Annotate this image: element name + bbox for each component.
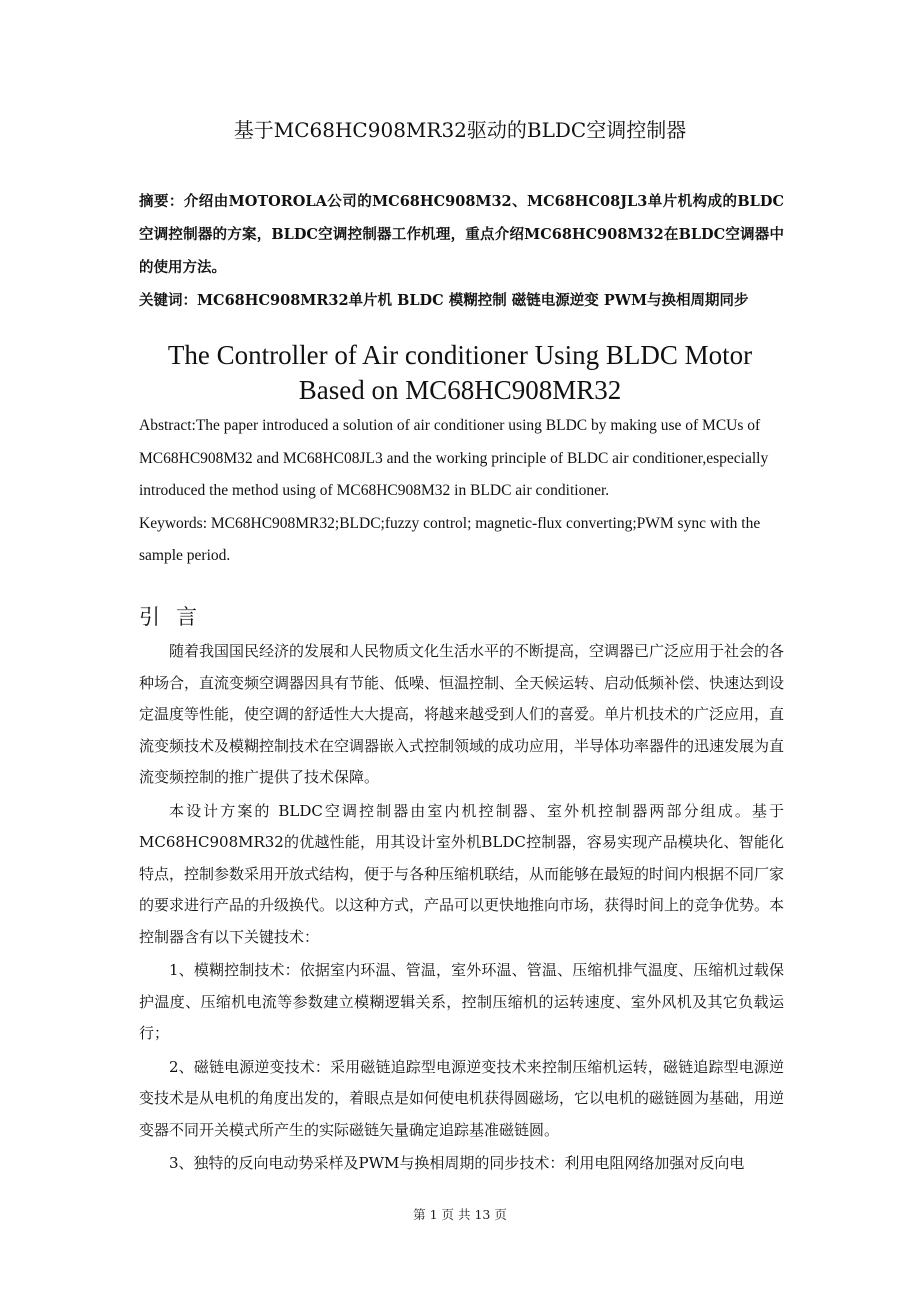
english-title-line-1: The Controller of Air conditioner Using BLDC Motor [167, 340, 753, 370]
english-keywords: Keywords: MC68HC908MR32;BLDC;fuzzy control; magnetic-flux converting;PWM sync with the sample period. [139, 514, 761, 564]
chinese-title: 基于MC68HC908MR32驱动的BLDC空调控制器 [233, 118, 687, 142]
chinese-keywords: 关键词：MC68HC908MR32单片机 BLDC 模糊控制 磁链电源逆变 PWM与换相周期同步 [139, 292, 749, 309]
chinese-abstract [139, 185, 784, 317]
paragraph: 随着我国国民经济的发展和人民物质文化生活水平的不断提高，空调器已广泛应用于社会的各种场合，直流变频空调器因具有节能、低噪、恒温控制、全天候运转、启动低频补偿、快速达到设定温度等性能，使空调的舒适性大大提高，将越来越受到人们的喜爱。单片机技术的广泛应用，直流变频技术及模糊控制技术在空调器嵌入式控制领域的成功应用，半导体功率器件的迅速发展为直流变频控制的推广提供了技术保障。 [139, 642, 785, 786]
chinese-abstract-summary: 摘要：介绍由MOTOROLA公司的MC68HC908M32、MC68HC08JL3单片机构成的BLDC空调控制器的方案，BLDC空调控制器工作机理，重点介绍MC68HC908M32在BLDC空调器中的使用方法。 [139, 193, 784, 276]
paragraph: 3、独特的反向电动势采样及PWM与换相周期的同步技术：利用电阻网络加强对反向电 [169, 1154, 745, 1172]
section-heading-introduction: 引言 [139, 605, 213, 629]
paragraph: 2、磁链电源逆变技术：采用磁链追踪型电源逆变技术来控制压缩机运转，磁链追踪型电源逆变技术是从电机的角度出发的，着眼点是如何使电机获得圆磁场，它以电机的磁链圆为基础，用逆变器不同开关模式所产生的实际磁链矢量确定追踪基准磁链圆。 [139, 1057, 785, 1139]
page-footer: 第 1 页 共 13 页 [413, 1207, 507, 1222]
english-title [0, 338, 920, 408]
paragraph: 本设计方案的 BLDC空调控制器由室内机控制器、室外机控制器两部分组成。基于MC68HC908MR32的优越性能，用其设计室外机BLDC控制器，容易实现产品模块化、智能化特点，控制参数采用开放式结构，便于与各种压缩机联结，从而能够在最短的时间内根据不同厂家的要求进行产品的升级换代。以这种方式，产品可以更快地推向市场，获得时间上的竞争优势。本控制器含有以下关键技术： [139, 801, 785, 946]
paragraph: 1、模糊控制技术：依据室内环温、管温，室外环温、管温、压缩机排气温度、压缩机过载保护温度、压缩机电流等参数建立模糊逻辑关系，控制压缩机的运转速度、室外风机及其它负载运行； [139, 961, 784, 1042]
english-abstract-text: Abstract:The paper introduced a solution of air conditioner using BLDC by making use of MCUs of MC68HC908M32 and MC68HC08JL3 and the working principle of BLDC air conditioner,especially introduced the method using of MC68HC908M32 in BLDC air conditioner. [139, 417, 769, 499]
english-title-line-2: Based on MC68HC908MR32 [298, 375, 622, 405]
body-text [139, 636, 784, 1182]
english-abstract [139, 410, 789, 573]
